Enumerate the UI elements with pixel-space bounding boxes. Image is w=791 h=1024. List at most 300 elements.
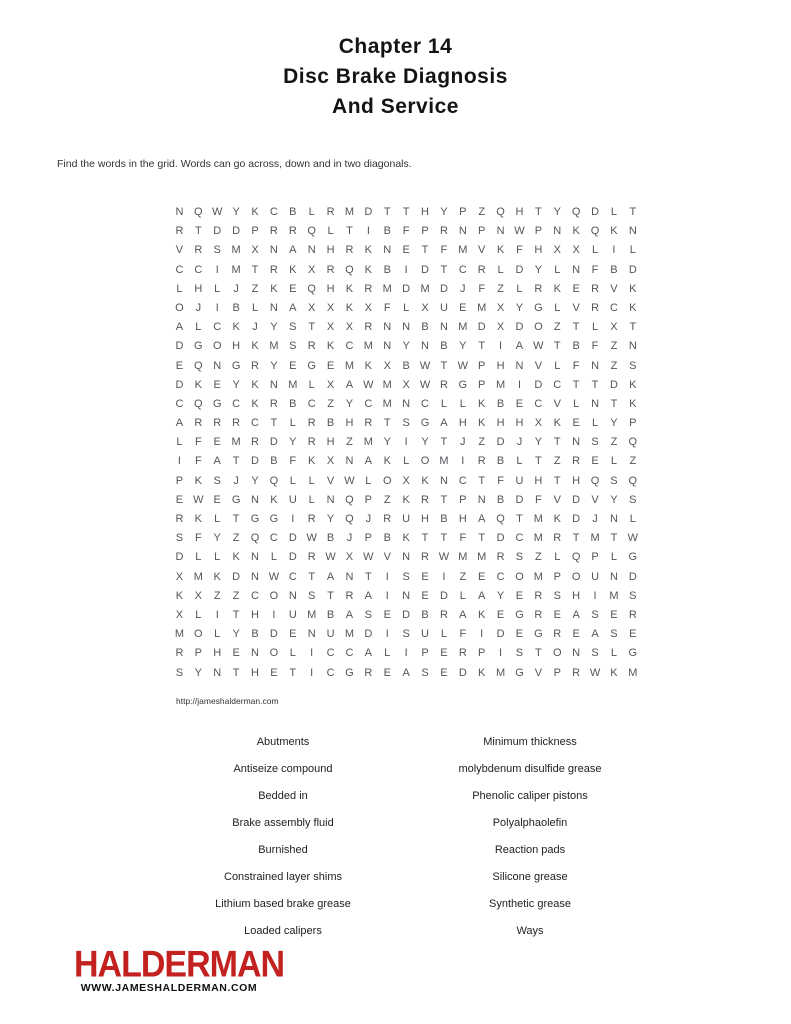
grid-cell: T bbox=[440, 532, 448, 545]
grid-cell: H bbox=[326, 244, 335, 257]
grid-cell: B bbox=[289, 206, 297, 218]
grid-cell: W bbox=[533, 340, 544, 353]
grid-cell: T bbox=[478, 532, 486, 545]
grid-cell: E bbox=[383, 608, 391, 621]
grid-cell: O bbox=[420, 455, 430, 468]
grid-row bbox=[170, 547, 642, 566]
grid-cell: Z bbox=[610, 340, 618, 353]
title-line-1: Chapter 14 bbox=[338, 35, 453, 58]
grid-cell: J bbox=[252, 321, 258, 334]
grid-cell: R bbox=[175, 647, 184, 660]
grid-cell: S bbox=[591, 436, 599, 449]
grid-cell: C bbox=[496, 570, 505, 583]
grid-cell: Z bbox=[478, 436, 486, 449]
grid-cell: R bbox=[194, 244, 203, 257]
grid-cell: D bbox=[628, 263, 637, 276]
grid-cell: Q bbox=[250, 532, 260, 545]
grid-cell: P bbox=[175, 474, 184, 487]
grid-cell: D bbox=[213, 225, 222, 238]
grid-cell: R bbox=[307, 513, 316, 525]
grid-cell: B bbox=[383, 225, 391, 238]
grid-cell: X bbox=[496, 321, 505, 334]
grid-cell: P bbox=[478, 647, 486, 660]
grid-cell: L bbox=[308, 493, 315, 506]
grid-cell: P bbox=[478, 378, 486, 391]
grid-cell: Y bbox=[270, 359, 278, 372]
grid-cell: R bbox=[591, 301, 600, 314]
grid-cell: I bbox=[612, 244, 616, 257]
grid-cell: P bbox=[459, 206, 467, 218]
grid-cell: G bbox=[515, 608, 524, 621]
grid-cell: Z bbox=[629, 455, 637, 468]
grid-cell: M bbox=[458, 244, 468, 257]
grid-cell: B bbox=[421, 321, 429, 334]
grid-cell: R bbox=[345, 244, 354, 257]
word-list-item: Constrained layer shims bbox=[224, 871, 342, 883]
grid-cell: Z bbox=[610, 359, 618, 372]
grid-cell: W bbox=[193, 493, 204, 506]
grid-cell: N bbox=[307, 244, 316, 257]
grid-cell: I bbox=[404, 263, 408, 276]
grid-cell: A bbox=[345, 378, 354, 391]
grid-cell: S bbox=[515, 647, 524, 660]
grid-cell: F bbox=[572, 359, 580, 372]
grid-cell: D bbox=[591, 206, 600, 218]
grid-cell: G bbox=[212, 397, 222, 410]
grid-cell: O bbox=[212, 340, 222, 353]
grid-cell: A bbox=[364, 647, 373, 660]
grid-cell: D bbox=[515, 263, 524, 276]
grid-cell: N bbox=[439, 321, 448, 334]
grid-cell: H bbox=[194, 282, 203, 295]
grid-cell: G bbox=[231, 359, 241, 372]
grid-cell: C bbox=[553, 378, 562, 391]
grid-cell: Y bbox=[232, 378, 240, 391]
grid-cell: I bbox=[177, 455, 181, 468]
grid-cell: T bbox=[440, 263, 448, 276]
grid-cell: E bbox=[326, 359, 335, 372]
grid-cell: R bbox=[383, 513, 392, 525]
grid-cell: Z bbox=[535, 551, 542, 564]
grid-cell: T bbox=[383, 417, 391, 430]
grid-cell: P bbox=[478, 225, 486, 238]
word-list-item: Loaded calipers bbox=[244, 925, 322, 937]
grid-cell: S bbox=[213, 244, 221, 257]
grid-cell: R bbox=[439, 608, 448, 621]
grid-cell: F bbox=[591, 263, 599, 276]
grid-cell: Y bbox=[534, 263, 543, 276]
grid-cell: T bbox=[553, 436, 561, 449]
grid-cell: N bbox=[628, 225, 637, 238]
grid-cell: V bbox=[383, 551, 391, 564]
grid-cell: Y bbox=[232, 628, 240, 641]
grid-cell: V bbox=[478, 244, 486, 257]
grid-cell: I bbox=[291, 513, 295, 525]
grid-cell: Z bbox=[232, 532, 240, 545]
grid-cell: D bbox=[175, 340, 184, 353]
grid-cell: R bbox=[553, 532, 562, 545]
grid-cell: Y bbox=[440, 206, 448, 218]
grid-cell: D bbox=[628, 570, 637, 583]
grid-cell: Q bbox=[194, 359, 203, 372]
grid-cell: D bbox=[477, 321, 486, 334]
grid-cell: T bbox=[553, 340, 561, 353]
grid-cell: I bbox=[461, 455, 465, 468]
grid-cell: R bbox=[194, 417, 203, 430]
grid-cell: R bbox=[251, 359, 259, 372]
grid-cell: N bbox=[307, 628, 316, 641]
grid-cell: D bbox=[439, 282, 448, 295]
grid-cell: P bbox=[364, 493, 373, 506]
grid-cell: D bbox=[515, 493, 524, 506]
grid-cell: H bbox=[515, 417, 524, 430]
grid-cell: S bbox=[402, 570, 410, 583]
grid-cell: R bbox=[326, 206, 335, 218]
grid-cell: B bbox=[251, 628, 259, 641]
word-list-item: Antiseize compound bbox=[233, 763, 333, 775]
grid-cell: M bbox=[344, 359, 355, 372]
grid-cell: E bbox=[572, 417, 580, 430]
grid-cell: H bbox=[213, 647, 222, 660]
grid-cell: N bbox=[628, 340, 637, 353]
grid-cell: V bbox=[553, 493, 561, 506]
grid-cell: E bbox=[289, 628, 297, 641]
grid-cell: X bbox=[345, 551, 354, 564]
grid-cell: F bbox=[478, 282, 486, 295]
title-line-3: And Service bbox=[332, 95, 459, 118]
grid-cell: N bbox=[213, 666, 222, 679]
grid-cell: W bbox=[419, 359, 431, 372]
grid-cell: L bbox=[516, 455, 523, 468]
grid-cell: V bbox=[553, 397, 561, 410]
grid-cell: B bbox=[326, 608, 335, 621]
grid-cell: W bbox=[363, 551, 374, 564]
grid-cell: C bbox=[326, 647, 335, 660]
grid-cell: P bbox=[421, 225, 429, 238]
grid-cell: K bbox=[194, 378, 202, 391]
grid-cell: I bbox=[215, 608, 219, 621]
grid-cell: R bbox=[534, 282, 543, 295]
grid-cell: L bbox=[554, 551, 561, 564]
grid-cell: E bbox=[591, 455, 599, 468]
grid-cell: E bbox=[515, 628, 524, 641]
grid-cell: N bbox=[402, 321, 411, 334]
grid-cell: Z bbox=[553, 455, 561, 468]
grid-cell: T bbox=[232, 455, 240, 468]
grid-cell: Z bbox=[327, 397, 334, 410]
grid-cell: Y bbox=[213, 532, 221, 545]
grid-cell: I bbox=[517, 378, 521, 391]
grid-cell: K bbox=[194, 474, 202, 487]
grid-cell: H bbox=[496, 359, 505, 372]
grid-cell: S bbox=[175, 666, 184, 679]
grid-cell: K bbox=[629, 378, 637, 391]
grid-cell: I bbox=[499, 647, 503, 660]
grid-cell: L bbox=[195, 321, 202, 334]
grid-cell: D bbox=[421, 263, 429, 276]
grid-cell: W bbox=[438, 551, 450, 564]
grid-cell: Z bbox=[553, 321, 561, 334]
grid-cell: X bbox=[402, 378, 410, 391]
grid-cell: T bbox=[346, 225, 353, 238]
grid-cell: J bbox=[346, 532, 353, 545]
grid-cell: R bbox=[439, 225, 448, 238]
grid-cell: L bbox=[610, 647, 617, 660]
grid-cell: K bbox=[478, 397, 486, 410]
grid-cell: W bbox=[212, 206, 223, 218]
grid-cell: K bbox=[251, 378, 259, 391]
grid-cell: T bbox=[572, 532, 580, 545]
grid-cell: B bbox=[440, 340, 448, 353]
grid-cell: L bbox=[610, 455, 617, 468]
grid-cell: C bbox=[345, 647, 354, 660]
grid-cell: L bbox=[629, 244, 636, 257]
grid-cell: R bbox=[307, 551, 316, 564]
grid-cell: A bbox=[572, 608, 580, 621]
grid-cell: O bbox=[571, 570, 581, 583]
grid-cell: A bbox=[175, 321, 184, 334]
grid-cell: N bbox=[213, 359, 222, 372]
grid-cell: E bbox=[213, 436, 221, 449]
grid-cell: Q bbox=[345, 493, 354, 506]
grid-cell: S bbox=[402, 628, 410, 641]
grid-cell: G bbox=[250, 513, 260, 525]
grid-cell: K bbox=[289, 263, 297, 276]
grid-cell: F bbox=[459, 628, 467, 641]
grid-cell: A bbox=[326, 570, 335, 583]
grid-cell: F bbox=[535, 493, 542, 506]
grid-cell: R bbox=[326, 263, 335, 276]
grid-cell: R bbox=[421, 493, 429, 506]
grid-cell: Z bbox=[383, 493, 391, 506]
grid-cell: Z bbox=[213, 589, 221, 602]
grid-cell: K bbox=[251, 340, 259, 353]
grid-cell: T bbox=[232, 513, 240, 525]
grid-cell: N bbox=[269, 378, 278, 391]
grid-cell: G bbox=[628, 551, 638, 564]
grid-cell: T bbox=[289, 666, 297, 679]
grid-cell: E bbox=[289, 359, 297, 372]
grid-cell: X bbox=[175, 570, 184, 583]
grid-cell: X bbox=[402, 474, 410, 487]
grid-cell: Y bbox=[251, 474, 259, 487]
grid-cell: N bbox=[591, 359, 600, 372]
word-list-item: Abutments bbox=[256, 736, 310, 748]
grid-cell: U bbox=[515, 474, 524, 487]
word-list-left bbox=[165, 729, 401, 945]
grid-cell: D bbox=[288, 551, 297, 564]
grid-cell: T bbox=[516, 513, 523, 525]
word-list-item: Reaction pads bbox=[494, 844, 566, 856]
grid-cell: S bbox=[610, 474, 618, 487]
grid-cell: R bbox=[364, 417, 373, 430]
grid-cell: X bbox=[194, 589, 202, 602]
grid-cell: L bbox=[629, 513, 636, 525]
grid-cell: I bbox=[499, 340, 503, 353]
grid-cell: L bbox=[176, 436, 183, 449]
grid-cell: L bbox=[591, 417, 599, 430]
grid-cell: N bbox=[269, 301, 278, 314]
grid-cell: E bbox=[496, 608, 505, 621]
grid-cell: C bbox=[269, 206, 278, 218]
grid-cell: Q bbox=[590, 474, 600, 487]
grid-cell: Q bbox=[269, 474, 279, 487]
grid-cell: T bbox=[591, 378, 599, 391]
grid-cell: G bbox=[231, 493, 241, 506]
grid-cell: W bbox=[419, 378, 431, 391]
grid-cell: P bbox=[459, 493, 467, 506]
grid-cell: B bbox=[383, 532, 391, 545]
grid-cell: F bbox=[194, 532, 202, 545]
grid-cell: D bbox=[364, 206, 373, 218]
grid-cell: M bbox=[590, 532, 600, 545]
grid-cell: X bbox=[175, 608, 184, 621]
grid-cell: N bbox=[439, 474, 448, 487]
grid-cell: I bbox=[385, 570, 389, 583]
grid-cell: T bbox=[629, 206, 637, 218]
grid-cell: B bbox=[402, 359, 410, 372]
grid-cell: N bbox=[553, 225, 562, 238]
grid-cell: H bbox=[232, 340, 241, 353]
grid-cell: O bbox=[194, 628, 203, 641]
grid-cell: Q bbox=[571, 551, 581, 564]
grid-row bbox=[170, 317, 642, 336]
grid-cell: L bbox=[440, 628, 447, 641]
grid-cell: X bbox=[421, 301, 429, 314]
grid-cell: N bbox=[326, 493, 335, 506]
grid-cell: T bbox=[610, 397, 618, 410]
grid-cell: R bbox=[439, 378, 448, 391]
grid-cell: C bbox=[175, 263, 184, 276]
grid-cell: O bbox=[515, 570, 524, 583]
grid-cell: I bbox=[404, 436, 408, 449]
grid-cell: D bbox=[175, 551, 184, 564]
grid-cell: I bbox=[215, 263, 219, 276]
grid-cell: E bbox=[270, 666, 278, 679]
grid-cell: F bbox=[194, 436, 202, 449]
grid-row bbox=[170, 336, 642, 355]
grid-cell: R bbox=[288, 225, 297, 238]
grid-cell: Z bbox=[251, 282, 259, 295]
grid-cell: E bbox=[402, 244, 410, 257]
grid-cell: U bbox=[326, 628, 335, 641]
grid-cell: T bbox=[232, 666, 240, 679]
grid-cell: R bbox=[307, 340, 316, 353]
grid-cell: M bbox=[477, 551, 487, 564]
grid-cell: I bbox=[366, 225, 370, 238]
grid-cell: Y bbox=[402, 340, 410, 353]
grid-cell: I bbox=[310, 647, 314, 660]
grid-cell: X bbox=[572, 244, 580, 257]
grid-cell: E bbox=[629, 628, 637, 641]
grid-cell: E bbox=[213, 493, 221, 506]
grid-cell: Y bbox=[289, 436, 297, 449]
grid-cell: N bbox=[477, 493, 486, 506]
grid-cell: D bbox=[609, 378, 618, 391]
grid-cell: B bbox=[289, 397, 297, 410]
grid-cell: Q bbox=[194, 206, 203, 218]
grid-cell: L bbox=[327, 225, 334, 238]
grid-cell: T bbox=[535, 455, 542, 468]
grid-cell: R bbox=[458, 647, 467, 660]
grid-cell: N bbox=[402, 551, 411, 564]
grid-cell: B bbox=[440, 513, 448, 525]
grid-cell: K bbox=[364, 244, 373, 257]
grid-cell: J bbox=[460, 436, 466, 449]
grid-cell: Y bbox=[515, 301, 524, 314]
grid-cell: L bbox=[440, 397, 447, 410]
grid-cell: H bbox=[572, 474, 581, 487]
grid-cell: L bbox=[289, 647, 296, 660]
grid-cell: K bbox=[610, 225, 618, 238]
grid-cell: L bbox=[610, 551, 617, 564]
grid-cell: L bbox=[214, 628, 221, 641]
grid-cell: E bbox=[459, 301, 467, 314]
grid-cell: Y bbox=[610, 493, 618, 506]
grid-cell: H bbox=[534, 244, 543, 257]
grid-cell: L bbox=[214, 513, 221, 525]
grid-row bbox=[170, 221, 642, 240]
grid-cell: N bbox=[251, 493, 259, 506]
grid-cell: L bbox=[610, 206, 617, 218]
word-list-item: molybdenum disulfide grease bbox=[458, 763, 602, 775]
grid-cell: A bbox=[459, 608, 467, 621]
grid-cell: B bbox=[383, 263, 391, 276]
grid-cell: G bbox=[269, 513, 279, 525]
grid-cell: A bbox=[289, 244, 297, 257]
grid-cell: G bbox=[307, 359, 316, 372]
grid-cell: X bbox=[326, 301, 335, 314]
grid-cell: W bbox=[627, 532, 639, 545]
grid-cell: Q bbox=[307, 282, 316, 295]
grid-cell: M bbox=[231, 263, 241, 276]
grid-cell: I bbox=[272, 608, 276, 621]
grid-cell: V bbox=[326, 474, 335, 487]
grid-cell: W bbox=[363, 378, 374, 391]
grid-cell: R bbox=[251, 436, 259, 449]
grid-cell: V bbox=[591, 493, 599, 506]
grid-cell: Q bbox=[496, 206, 505, 218]
grid-cell: M bbox=[231, 244, 241, 257]
grid-cell: A bbox=[402, 666, 410, 679]
grid-cell: S bbox=[289, 340, 297, 353]
grid-cell: N bbox=[515, 359, 524, 372]
grid-cell: D bbox=[364, 628, 373, 641]
grid-cell: L bbox=[573, 397, 580, 410]
grid-cell: H bbox=[251, 666, 259, 679]
grid-cell: Z bbox=[459, 570, 467, 583]
grid-cell: G bbox=[345, 666, 354, 679]
grid-cell: Q bbox=[345, 263, 354, 276]
grid-cell: X bbox=[308, 263, 316, 276]
grid-cell: K bbox=[232, 551, 240, 564]
grid-cell: R bbox=[269, 397, 278, 410]
grid-cell: L bbox=[403, 455, 410, 468]
grid-cell: K bbox=[553, 417, 561, 430]
grid-cell: L bbox=[214, 282, 221, 295]
grid-cell: S bbox=[610, 628, 618, 641]
grid-row bbox=[170, 509, 642, 528]
grid-cell: R bbox=[307, 436, 316, 449]
grid-cell: R bbox=[477, 455, 486, 468]
grid-cell: H bbox=[345, 417, 354, 430]
grid-cell: T bbox=[535, 206, 542, 218]
grid-cell: Y bbox=[610, 417, 618, 430]
grid-cell: X bbox=[251, 244, 259, 257]
grid-cell: D bbox=[439, 589, 448, 602]
grid-cell: R bbox=[553, 628, 562, 641]
grid-cell: L bbox=[251, 301, 259, 314]
